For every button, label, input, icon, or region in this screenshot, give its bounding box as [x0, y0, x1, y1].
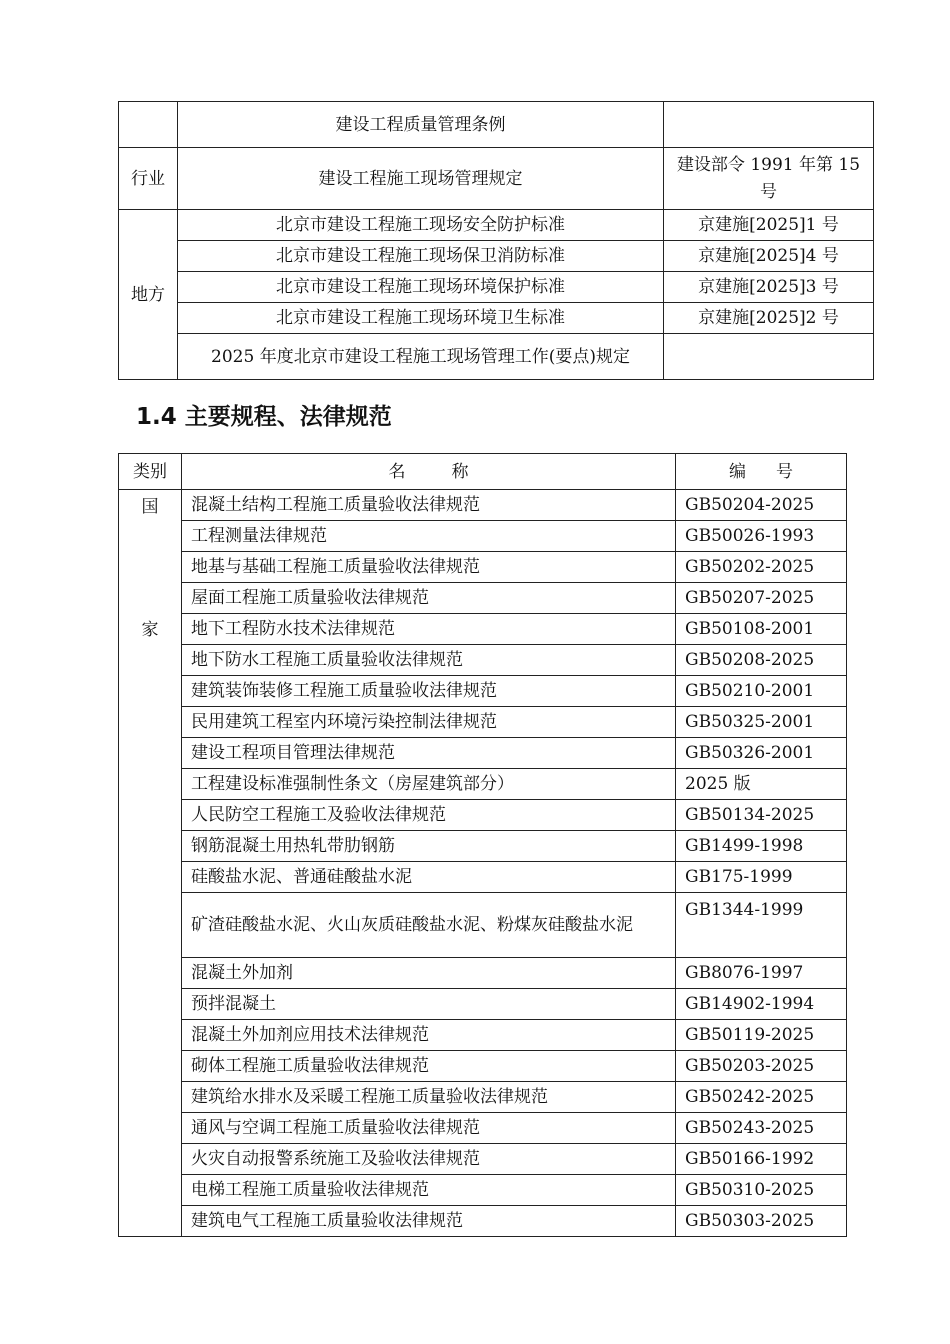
standard-name: 地下防水工程施工质量验收法律规范	[182, 645, 676, 676]
table-row	[119, 614, 847, 645]
table-row	[119, 490, 847, 521]
standard-code: GB50310-2025	[676, 1175, 847, 1206]
regulation-code: 京建施[2025]2 号	[664, 303, 874, 334]
category-label	[125, 492, 175, 645]
standard-code: GB1344-1999	[676, 893, 847, 958]
standard-code: GB50326-2001	[676, 738, 847, 769]
standard-code: GB50207-2025	[676, 583, 847, 614]
table-row	[119, 303, 874, 334]
table-row	[119, 862, 847, 893]
standard-name: 钢筋混凝土用热轧带肋钢筋	[182, 831, 676, 862]
table-row	[119, 210, 874, 241]
table-row	[119, 334, 874, 380]
standard-name: 地下工程防水技术法律规范	[182, 614, 676, 645]
standard-code: GB8076-1997	[676, 958, 847, 989]
standard-code: GB50325-2001	[676, 707, 847, 738]
table-row	[119, 1051, 847, 1082]
standard-code: GB14902-1994	[676, 989, 847, 1020]
table-row	[119, 769, 847, 800]
regulation-name: 建设工程质量管理条例	[178, 102, 664, 148]
standard-code: GB50026-1993	[676, 521, 847, 552]
standard-name: 工程建设标准强制性条文（房屋建筑部分）	[182, 769, 676, 800]
standard-code: GB50119-2025	[676, 1020, 847, 1051]
table-row	[119, 989, 847, 1020]
regulation-name: 北京市建设工程施工现场保卫消防标准	[178, 241, 664, 272]
category-cell	[119, 490, 182, 1237]
regulation-code	[664, 102, 874, 148]
regulation-code	[664, 334, 874, 380]
standard-code: GB1499-1998	[676, 831, 847, 862]
table-row	[119, 1144, 847, 1175]
category-cell: 地方	[119, 210, 178, 380]
standard-name: 电梯工程施工质量验收法律规范	[182, 1175, 676, 1206]
standard-code: GB50210-2001	[676, 676, 847, 707]
regulation-code: 建设部令 1991 年第 15 号	[664, 148, 874, 210]
standard-code: GB50242-2025	[676, 1082, 847, 1113]
standard-code: GB50134-2025	[676, 800, 847, 831]
standard-code: GB50208-2025	[676, 645, 847, 676]
table-row	[119, 645, 847, 676]
table-row	[119, 583, 847, 614]
table-row	[119, 676, 847, 707]
standard-name: 建设工程项目管理法律规范	[182, 738, 676, 769]
standard-code: GB50243-2025	[676, 1113, 847, 1144]
standard-name: 建筑给水排水及采暖工程施工质量验收法律规范	[182, 1082, 676, 1113]
category-char: 国	[141, 497, 159, 517]
standard-code: GB50108-2001	[676, 614, 847, 645]
regulation-name: 北京市建设工程施工现场环境卫生标准	[178, 303, 664, 334]
standard-name: 通风与空调工程施工质量验收法律规范	[182, 1113, 676, 1144]
table-row	[119, 102, 874, 148]
table-row	[119, 958, 847, 989]
standard-name: 砌体工程施工质量验收法律规范	[182, 1051, 676, 1082]
table-row	[119, 893, 847, 958]
standard-name: 建筑装饰装修工程施工质量验收法律规范	[182, 676, 676, 707]
table-body	[119, 490, 847, 1237]
category-cell: 行业	[119, 148, 178, 210]
standard-code: GB50303-2025	[676, 1206, 847, 1237]
table-row	[119, 521, 847, 552]
table-row	[119, 831, 847, 862]
table-row	[119, 552, 847, 583]
standard-name: 矿渣硅酸盐水泥、火山灰质硅酸盐水泥、粉煤灰硅酸盐水泥	[182, 893, 676, 958]
standard-name: 预拌混凝土	[182, 989, 676, 1020]
regulation-code: 京建施[2025]4 号	[664, 241, 874, 272]
standard-code: GB50203-2025	[676, 1051, 847, 1082]
regulation-name: 北京市建设工程施工现场环境保护标准	[178, 272, 664, 303]
standard-name: 屋面工程施工质量验收法律规范	[182, 583, 676, 614]
regulation-code: 京建施[2025]1 号	[664, 210, 874, 241]
standard-name: 硅酸盐水泥、普通硅酸盐水泥	[182, 862, 676, 893]
table-row	[119, 148, 874, 210]
table-row	[119, 1020, 847, 1051]
standard-code: 2025 版	[676, 769, 847, 800]
table-row	[119, 800, 847, 831]
standard-name: 混凝土外加剂	[182, 958, 676, 989]
standard-name: 工程测量法律规范	[182, 521, 676, 552]
table-row	[119, 272, 874, 303]
standard-name: 地基与基础工程施工质量验收法律规范	[182, 552, 676, 583]
standard-code: GB50202-2025	[676, 552, 847, 583]
standard-name: 混凝土外加剂应用技术法律规范	[182, 1020, 676, 1051]
category-char: 家	[141, 620, 159, 640]
regulations-table-top	[118, 101, 874, 380]
table-row	[119, 707, 847, 738]
table-row	[119, 1206, 847, 1237]
table-row	[119, 241, 874, 272]
standard-code: GB50166-1992	[676, 1144, 847, 1175]
standard-name: 火灾自动报警系统施工及验收法律规范	[182, 1144, 676, 1175]
table-header-row	[119, 454, 847, 490]
section-heading: 1.4 主要规程、法律规范	[136, 404, 392, 430]
standard-name: 建筑电气工程施工质量验收法律规范	[182, 1206, 676, 1237]
table-row	[119, 738, 847, 769]
table-row	[119, 1113, 847, 1144]
header-code: 编 号	[676, 454, 847, 490]
regulation-name: 北京市建设工程施工现场安全防护标准	[178, 210, 664, 241]
standard-name: 混凝土结构工程施工质量验收法律规范	[182, 490, 676, 521]
standard-name: 民用建筑工程室内环境污染控制法律规范	[182, 707, 676, 738]
standard-code: GB50204-2025	[676, 490, 847, 521]
header-name: 名 称	[182, 454, 676, 490]
standard-name: 人民防空工程施工及验收法律规范	[182, 800, 676, 831]
standard-code: GB175-1999	[676, 862, 847, 893]
table-row	[119, 1082, 847, 1113]
regulation-name: 2025 年度北京市建设工程施工现场管理工作(要点)规定	[178, 334, 664, 380]
regulations-table-main	[118, 453, 847, 1237]
category-cell	[119, 102, 178, 148]
header-category: 类别	[119, 454, 182, 490]
regulation-name: 建设工程施工现场管理规定	[178, 148, 664, 210]
regulation-code: 京建施[2025]3 号	[664, 272, 874, 303]
table-row	[119, 1175, 847, 1206]
